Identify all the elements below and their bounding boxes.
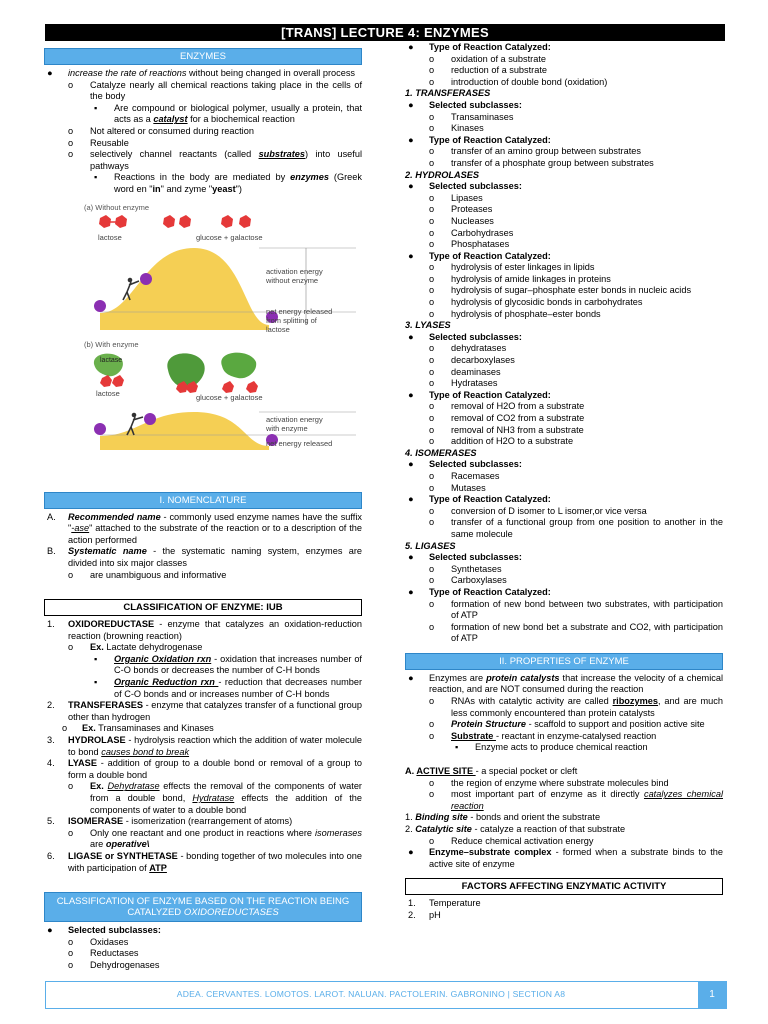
list-item: B. Systematic name - the systematic naming system, enzymes are divided into six major classes (47, 546, 362, 568)
list-item: o Substrate - reactant in enzyme-catalysed reaction (429, 730, 657, 741)
list-item: ● Type of Reaction Catalyzed: (408, 42, 551, 52)
glucose-galactose-label: glucose + galactose (196, 232, 263, 242)
list-item: ● Selected subclasses: (408, 99, 522, 110)
list-item: o deaminases (429, 366, 501, 377)
binding-site-item: 1. Binding site - bonds and orient the substrate (405, 812, 601, 823)
list-item: o removal of H2O from a substrate (429, 401, 585, 412)
list-item: ● Type of Reaction Catalyzed: (408, 494, 551, 505)
list-item: ▪ Enzyme acts to produce chemical reaction (455, 742, 648, 753)
list-item: ● Selected subclasses: (408, 331, 522, 342)
net-energy-label: net energy released (266, 438, 333, 448)
list-item: 3. HYDROLASE - hydrolysis reaction which the addition of water molecule to bond causes bond to break (47, 735, 362, 757)
ball-pushed-b (144, 413, 156, 425)
figure-label-without-enzyme: (a) Without enzyme (84, 202, 150, 212)
list-item: o reduction of a substrate (429, 65, 548, 76)
list-item: o Ex. Dehydratase effects the removal of the components of water from a double bond, Hydratase effects the addition of the components of water to a double bond (68, 781, 362, 815)
list-item: o the region of enzyme where substrate molecules bind (429, 777, 669, 788)
list-item: ● Enzymes are protein catalysts that increase the velocity of a chemical reaction, and are NOT consumed during the reaction (408, 672, 723, 695)
list-item: o formation of new bond bet a substrate and CO2, with participation of ATP (429, 621, 723, 644)
arrow-molecule (163, 215, 191, 228)
list-item: o Racemases (429, 470, 500, 481)
active-site-heading: A. ACTIVE SITE - a special pocket or cleft (405, 766, 578, 777)
list-item: o hydrolysis of amide linkages in proteins (429, 273, 611, 284)
list-item: o hydrolysis of phosphate–ester bonds (429, 308, 601, 319)
list-item: o Transaminases (429, 111, 514, 122)
activation-energy-with-label: activation energy with enzyme (266, 414, 323, 433)
list-item: o Ex. Lactate dehydrogenase (68, 642, 203, 653)
document-title: [TRANS] LECTURE 4: ENZYMES (45, 24, 725, 41)
list-item: 5. ISOMERASE - isomerization (rearrangement of atoms) (47, 816, 293, 827)
lactose-molecule (99, 215, 127, 228)
list-item: o Reductases (68, 948, 139, 959)
list-item: ● Enzyme–substrate complex - formed when a substrate binds to the active site of enzyme (408, 847, 723, 869)
list-item: o transfer of a functional group from one position to another in the same molecule (429, 517, 723, 539)
list-item: o oxidation of a substrate (429, 53, 546, 64)
list-item: o hydrolysis of ester linkages in lipids (429, 262, 595, 273)
list-item: o Carbohydrases (429, 227, 514, 238)
list-item: 6. LIGASE or SYNTHETASE - bonding together of two molecules into one with participation of ATP (47, 850, 362, 873)
list-item: 4. LYASE - addition of group to a double bond or removal of a group to form a double bond (47, 758, 362, 780)
list-item: o hydrolysis of sugar–phosphate ester bonds in nucleic acids (429, 285, 692, 296)
list-item: o hydrolysis of glycosidic bonds in carbohydrates (429, 297, 643, 308)
subsection-title-hydrolases: 2. HYDROLASES (405, 169, 480, 180)
list-item: o Dehydrogenases (68, 959, 160, 970)
list-item: ▪ Organic Oxidation rxn - oxidation that increases number of C-O bonds or decreases the number of C-H bonds (94, 653, 362, 676)
list-item: o Only one reactant and one product in reactions where isomerases are operative\ (68, 827, 362, 850)
list-item: o Protein Structure - scaffold to support and position active site (429, 719, 705, 730)
list-item: ▪ Are compound or biological polymer, usually a protein, that acts as a catalyst for a biochemical reaction (94, 102, 362, 125)
list-item: ● Type of Reaction Catalyzed: (408, 134, 551, 145)
section-header-enzymes: ENZYMES (44, 48, 362, 65)
list-item: o formation of new bond between two substrates, with participation of ATP (429, 598, 723, 621)
list-item: o Mutases (429, 482, 486, 493)
list-item: o removal of NH3 from a substrate (429, 424, 584, 435)
list-item: o Lipases (429, 192, 483, 203)
list-item: o Not altered or consumed during reaction (68, 125, 254, 136)
list-item: o Ex. Transaminases and Kinases (62, 723, 214, 734)
list-item: o decarboxylases (429, 355, 515, 366)
list-item: A. Recommended name - commonly used enzyme names have the suffix "-ase" attached to the substrate of the reaction or to a description of the action performed (47, 511, 362, 545)
list-item: o most important part of enzyme as it directly catalyzes chemical reaction (429, 789, 723, 811)
list-item: ● Type of Reaction Catalyzed: (408, 250, 551, 261)
list-item: o are unambiguous and informative (68, 569, 227, 580)
list-item: o addition of H2O to a substrate (429, 436, 574, 447)
section-header-factors: FACTORS AFFECTING ENZYMATIC ACTIVITY (405, 878, 723, 895)
list-item: ● increase the rate of reactions without being changed in overall process (47, 68, 356, 78)
enzyme-product-icon (221, 352, 258, 392)
list-item: ● Selected subclasses: (408, 552, 522, 563)
list-item: o selectively channel reactants (called substrates) into useful pathways (68, 149, 362, 171)
list-item: 1. OXIDOREDUCTASE - enzyme that catalyzes an oxidation-reduction reaction (browning reaction) (47, 619, 362, 641)
page-footer (45, 981, 727, 1009)
list-item: o dehydratases (429, 343, 507, 354)
list-item: ● Selected subclasses: (47, 925, 161, 936)
list-item: 2. TRANSFERASES - enzyme that catalyzes transfer of a functional group other than hydrogen (47, 700, 362, 722)
catalytic-site-item: 2. Catalytic site - catalyze a reaction of that substrate (405, 824, 626, 834)
list-item: o transfer of an amino group between substrates (429, 146, 641, 157)
energy-hill-without-enzyme (100, 248, 269, 330)
list-item: o Hydratases (429, 378, 498, 389)
list-item: o Phosphatases (429, 239, 510, 250)
enzyme-substrate-icon (167, 353, 204, 393)
net-energy-split-label: net energy released from splitting of lactose (266, 306, 333, 334)
section-header-classification-reaction: CLASSIFICATION OF ENZYME BASED ON THE REACTION BEING CATALYZED OXIDOREDUCTASES (44, 892, 362, 922)
list-item: 1. Temperature (408, 898, 481, 909)
glucose-galactose-label-b: glucose + galactose (196, 392, 263, 402)
lactose-label: lactose (98, 232, 122, 242)
ball-start-b (94, 423, 106, 435)
list-item: o Synthetases (429, 563, 502, 574)
glucose-galactose-molecules (221, 215, 251, 228)
list-item: o Nucleases (429, 215, 494, 226)
subsection-title-lyases: 3. LYASES (405, 320, 451, 331)
list-item: o Proteases (429, 204, 493, 215)
lactase-label: lactase (100, 356, 123, 364)
list-item: o introduction of double bond (oxidation) (429, 76, 608, 87)
subsection-title-isomerases: 4. ISOMERASES (405, 447, 477, 458)
list-item: o Reduce chemical activation energy (429, 835, 594, 846)
list-item: o RNAs with catalytic activity are called ribozymes, and are much less commonly encountered than protein catalysts (429, 696, 723, 718)
list-item: ● Selected subclasses: (408, 181, 522, 192)
left-column (44, 44, 362, 972)
enzyme-energy-figure (44, 200, 362, 450)
section-header-properties: II. PROPERTIES OF ENZYME (405, 653, 723, 670)
list-item: o Catalyze nearly all chemical reactions taking place in the cells of the body (68, 79, 362, 102)
list-item: o Kinases (429, 123, 484, 134)
list-item: o Reusable (68, 137, 129, 148)
activation-energy-without-label: activation energy without enzyme (266, 266, 323, 285)
list-item: ● Type of Reaction Catalyzed: (408, 586, 551, 597)
list-item: o Carboxylases (429, 575, 507, 586)
figure-label-with-enzyme: (b) With enzyme (84, 339, 139, 349)
list-item: ● Selected subclasses: (408, 459, 522, 470)
ball-start (94, 300, 106, 312)
list-item: ▪ Organic Reduction rxn - reduction that decreases number of C-O bonds and or increases number of C-H bonds (94, 677, 363, 699)
list-item: o conversion of D isomer to L isomer,or vice versa (429, 505, 647, 516)
section-header-nomenclature: I. NOMENCLATURE (44, 492, 362, 509)
list-item: 2. pH (408, 909, 441, 920)
list-item: ▪ Reactions in the body are mediated by enzymes (Greek word en "in" and zyme "yeast") (94, 172, 362, 194)
section-header-classification-iub: CLASSIFICATION OF ENZYME: IUB (44, 599, 362, 616)
lactose-label-b: lactose (96, 388, 120, 398)
page-number: 1 (698, 982, 726, 1008)
footer-authors: ADEA. CERVANTES. LOMOTOS. LAROT. NALUAN. PACTOLERIN. GABRONINO | SECTION A8 (176, 989, 566, 999)
right-column (405, 42, 723, 922)
ball-pushed (140, 273, 152, 285)
list-item: ● Type of Reaction Catalyzed: (408, 389, 551, 400)
list-item: o transfer of a phosphate group between substrates (429, 157, 654, 168)
energy-hill-with-enzyme (100, 412, 269, 450)
subsection-title-transferases: 1. TRANSFERASES (405, 88, 491, 99)
list-item: o removal of CO2 from a substrate (429, 413, 585, 423)
subsection-title-ligases: 5. LIGASES (405, 540, 456, 551)
list-item: o Oxidases (68, 936, 129, 947)
